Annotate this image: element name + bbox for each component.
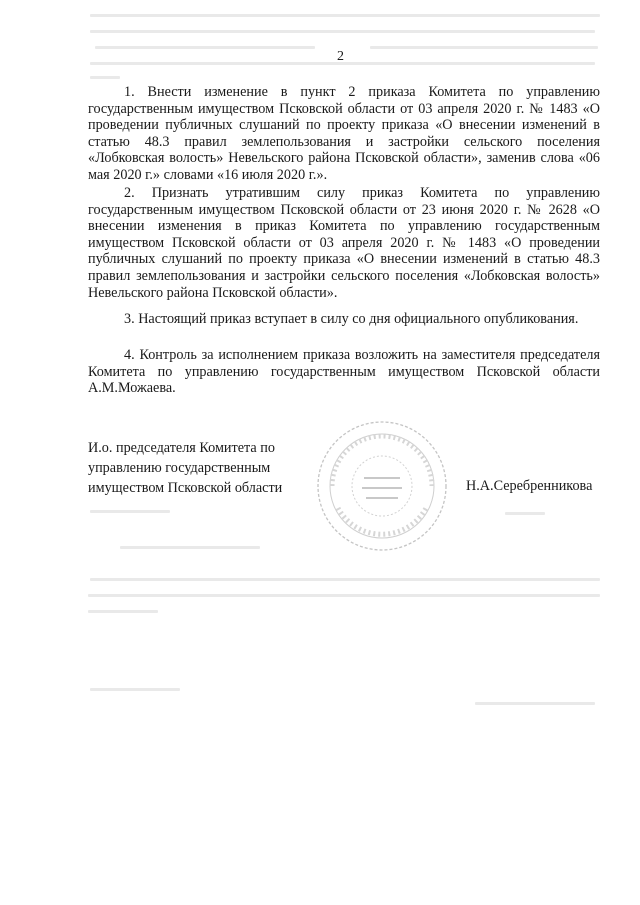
signatory-title-line: управлению государственным bbox=[88, 460, 271, 476]
paragraph-3: 3. Настоящий приказ вступает в силу со дня официального опубликования. bbox=[124, 311, 579, 327]
signatory-name: Н.А.Серебренникова bbox=[466, 478, 593, 494]
page-number: 2 bbox=[337, 49, 344, 64]
paragraph-2: 2. Признать утратившим силу приказ Комитета по управлению государственным имуществом Псковской области от 23 июня 2020 г. № 2628 «О внесении изменения в приказ Комитета по управлению государственным имуществом Псковской области от 03 апреля 2020 г. № 1483 «О проведении публичных слушаний по проекту приказа «О внесении изменений в статью 48.3 правил землепользования и застройки сельского поселения «Лобковская волость» Невельского района Псковской области». bbox=[88, 185, 600, 301]
official-seal-stamp bbox=[312, 416, 452, 556]
signatory-title-line: имуществом Псковской области bbox=[88, 480, 283, 496]
signatory-title-line: И.о. председателя Комитета по bbox=[88, 440, 275, 456]
signatory-title bbox=[88, 438, 318, 498]
paragraph-4: 4. Контроль за исполнением приказа возложить на заместителя председателя Комитета по управлению государственным имуществом Псковской области А.М.Можаева. bbox=[88, 347, 600, 397]
paragraph-1: 1. Внести изменение в пункт 2 приказа Комитета по управлению государственным имуществом Псковской области от 03 апреля 2020 г. № 1483 «О проведении публичных слушаний по проекту приказа «О внесении изменений в статью 48.3 правил землепользования и застройки сельского поселения «Лобковская волость» Невельского района Псковской области», заменив слова «06 мая 2020 г.» словами «16 июля 2020 г.». bbox=[88, 84, 600, 183]
